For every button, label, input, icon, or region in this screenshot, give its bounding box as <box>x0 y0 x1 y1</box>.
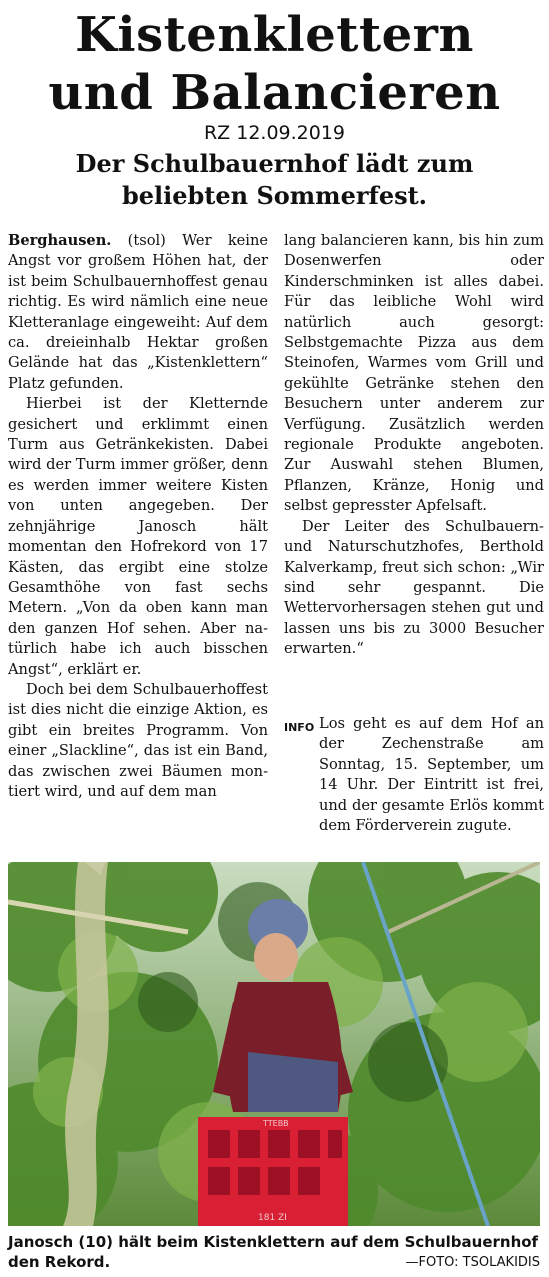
place-name: Berghausen. <box>8 232 112 249</box>
article-photo <box>8 862 540 1226</box>
info-label: INFO <box>284 721 315 734</box>
article-column-1 <box>8 231 268 802</box>
info-box <box>284 714 544 836</box>
headline-line-2: und Balancieren <box>48 65 501 121</box>
paragraph: Doch bei dem Schulbauerhoffest ist dies nicht die einzige Aktion, es gibt ein breites Programm. Von einer „Slackline“, das ist ein Band, das zwischen zwei Bäumen montiert wird, und auf dem man <box>8 680 268 800</box>
subheadline-line-2: beliebten Sommerfest. <box>121 181 428 210</box>
crate-text-top: TTEBB <box>263 1119 289 1128</box>
paragraph-text: (tsol) Wer keine Angst vor großem Höhen hat, der ist beim Schulbauernhoffest genau richtig. Es wird nämlich eine neue Kletteranlage eingeweiht: Auf dem ca. dreieinhalb Hektar großen Gelände hat das „Kistenklettern“ Platz gefunden. <box>8 232 268 392</box>
headline <box>0 6 549 122</box>
paragraph: Hierbei ist der Kletternde gesichert und erklimmt einen Turm aus Getränkekisten. Dabei wird der Turm immer größer, denn es werden immer weitere Kisten von unten angegeben. Der zehnjährige Janosch hält momentan den Hofrekord von 17 Kästen, das ergibt eine stolze Gesamthöhe von fast sechs Metern. „Von da oben kann man den ganzen Hof sehen. Aber natürlich habe ich auch bisschen Angst“, erklärt er. <box>8 395 268 678</box>
subheadline <box>20 148 529 212</box>
photo-illustration <box>8 862 540 1226</box>
photo-caption: Janosch (10) hält beim Kistenklettern auf dem Schulbauernhof den Rekord. <box>8 1233 539 1271</box>
paragraph: Der Leiter des Schulbauern- und Naturschutzhofes, Berthold Kalverkamp, freut sich schon: „Wir sind sehr gespannt. Die Wettervorhersagen stehen gut und lassen uns bis zu 3000 Besucher erwarten.“ <box>284 517 544 658</box>
paragraph: lang balancieren kann, bis hin zum Dosenwerfen oder Kinderschminken ist alles dabei. Für das leibliche Wohl wird natürlich auch gesorgt: Selbstgemachte Pizza aus dem Steinofen, Warmes vom Grill und gekühlte Getränke stehen den Besuchern unter anderem zur Verfügung. Zusätzlich werden regionale Produkte angeboten. Zur Auswahl stehen Blumen, Pflanzen, Kränze, Honig und selbst gepresster Apfelsaft. <box>284 232 544 515</box>
paragraph <box>8 231 268 394</box>
headline-line-1: Kistenklettern <box>75 7 474 63</box>
dateline: RZ 12.09.2019 <box>203 122 346 144</box>
article-column-2 <box>284 231 544 660</box>
subheadline-line-1: Der Schulbauernhof lädt zum <box>75 149 474 178</box>
photo-credit: —FOTO: TSOLAKIDIS <box>405 1255 540 1270</box>
crate-text-bottom: 181 ZI <box>258 1213 287 1223</box>
info-text: Los geht es auf dem Hof an der Zechenstraße am Sonntag, 15. September, um 14 Uhr. Der Eintritt ist frei, und der gesamte Erlös kommt dem Förderverein zugute. <box>319 715 544 835</box>
